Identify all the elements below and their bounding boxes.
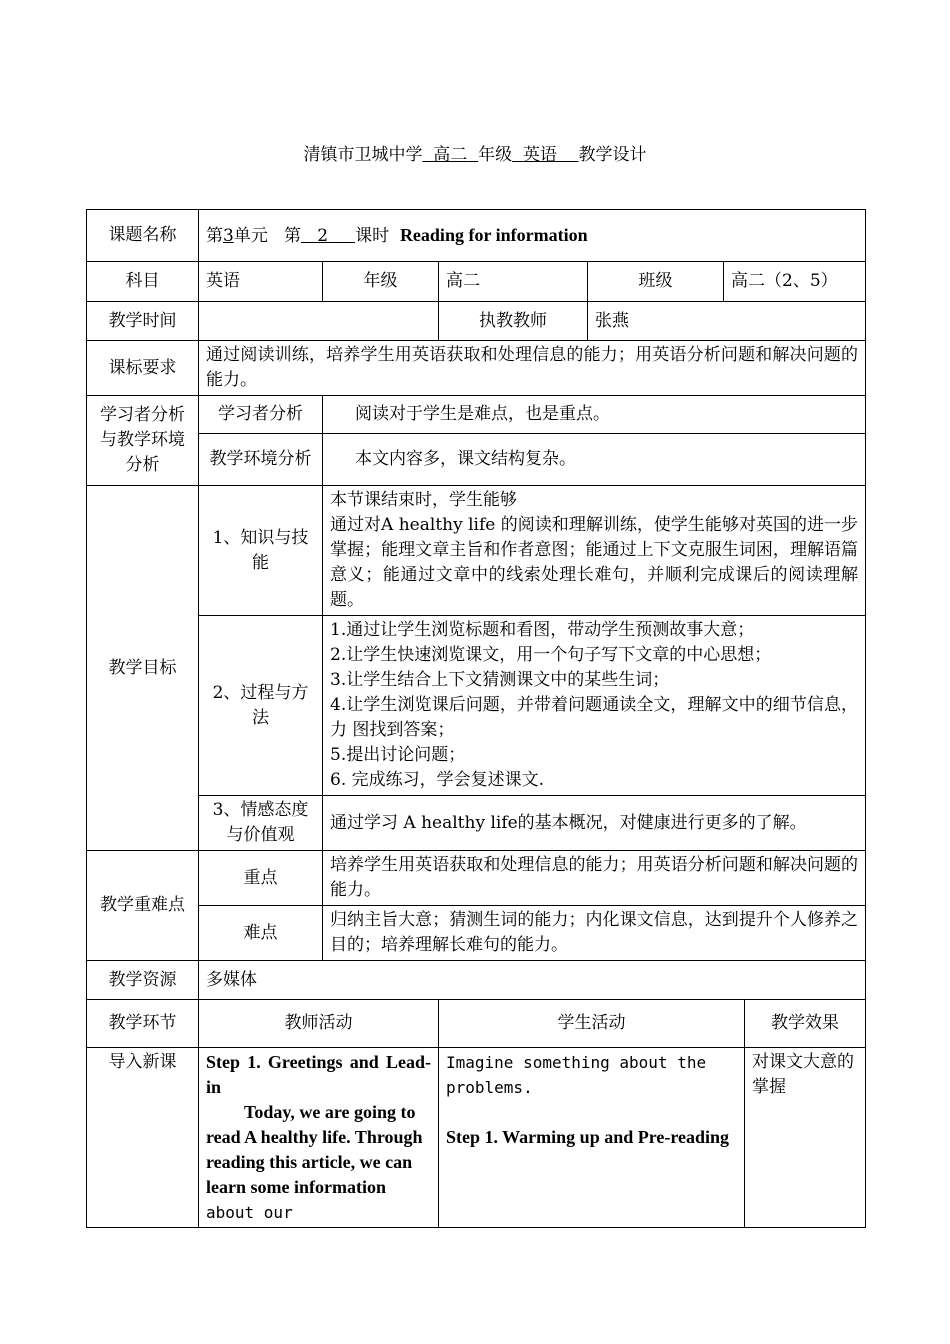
- topic-label: 课题名称: [87, 210, 199, 262]
- knowledge-text: [323, 486, 866, 616]
- row-process-intro: [87, 1048, 866, 1228]
- process-item: 5.提出讨论问题；: [330, 745, 466, 765]
- process-item: 3.让学生结合上下文猜测课文中的某些生词；: [330, 670, 670, 690]
- resource-label: 教学资源: [87, 961, 199, 1000]
- row-goal-attitude: [87, 796, 866, 851]
- grade-label-cell: 年级: [323, 262, 439, 302]
- row-env-analysis: [87, 434, 866, 486]
- row-goal-process: [87, 616, 866, 796]
- difficult-text: 归纳主旨大意；猜测生词的能力；内化课文信息，达到提升个人修养之目的；培养理解长难句的能力。: [323, 906, 866, 961]
- unit-number: 3: [223, 225, 234, 246]
- teacher-activity: [199, 1048, 439, 1228]
- document-title: [0, 143, 950, 167]
- grade-value-cell: 高二: [439, 262, 588, 302]
- row-topic: [87, 210, 866, 262]
- teacher-activity-header: 教师活动: [199, 1000, 439, 1048]
- learner-label: 学习者分析: [199, 396, 323, 434]
- env-label: 教学环境分析: [199, 434, 323, 486]
- time-value: [199, 302, 439, 341]
- learner-text: 阅读对于学生是难点，也是重点。: [323, 396, 866, 434]
- design-label: 教学设计: [578, 145, 647, 165]
- row-standard: [87, 341, 866, 396]
- standard-label: 课标要求: [87, 341, 199, 396]
- analysis-label: 学习者分析与教学环境分析: [87, 396, 199, 486]
- stage-header: 教学环节: [87, 1000, 199, 1048]
- attitude-text: 通过学习 A healthy life的基本概况，对健康进行更多的了解。: [323, 796, 866, 851]
- subject-value: 英语: [199, 262, 323, 302]
- process-label: 2、过程与方法: [199, 616, 323, 796]
- school-name: 清镇市卫城中学: [303, 145, 423, 165]
- lesson-title: Reading for information: [399, 224, 588, 245]
- row-process-header: [87, 1000, 866, 1048]
- teacher-step-heading: Step 1. Greetings and Lead-in: [206, 1052, 431, 1097]
- subject-label: 科目: [87, 262, 199, 302]
- stage-intro: 导入新课: [87, 1048, 199, 1228]
- env-text: 本文内容多，课文结构复杂。: [323, 434, 866, 486]
- row-key-point: [87, 851, 866, 906]
- student-step-heading: Step 1. Warming up and Pre-reading: [446, 1127, 730, 1147]
- process-item: 2.让学生快速浏览课文，用一个句子写下文章的中心思想；: [330, 645, 772, 665]
- student-text: Imagine something about the problems.: [446, 1053, 707, 1097]
- time-label: 教学时间: [87, 302, 199, 341]
- knowledge-intro: 本节课结束时，学生能够: [330, 490, 517, 510]
- teacher-label: 执教教师: [439, 302, 588, 341]
- key-difficult-label: 教学重难点: [87, 851, 199, 961]
- topic-value: 第3单元 第 2 课时 Reading for information: [199, 210, 866, 262]
- lesson-number: 2: [317, 225, 329, 246]
- key-text: 培养学生用英语获取和处理信息的能力；用英语分析问题和解决问题的能力。: [323, 851, 866, 906]
- teacher-step-text: Today, we are going to read A healthy life. Through reading this article, we can learn some information about our: [206, 1102, 423, 1222]
- process-list: [323, 616, 866, 796]
- row-goal-knowledge: [87, 486, 866, 616]
- row-time: [87, 302, 866, 341]
- class-value: 高二（2、5）: [724, 262, 866, 302]
- teacher-value: 张燕: [588, 302, 866, 341]
- difficult-label: 难点: [199, 906, 323, 961]
- effect-header: 教学效果: [745, 1000, 866, 1048]
- key-label: 重点: [199, 851, 323, 906]
- row-resource: [87, 961, 866, 1000]
- grade-value: 高二: [433, 145, 468, 165]
- grade-label: 年级: [478, 145, 513, 165]
- process-item: 4.让学生浏览课后问题，并带着问题通读全文，理解文中的细节信息，力 图找到答案；: [330, 695, 859, 740]
- class-label: 班级: [588, 262, 724, 302]
- student-activity-header: 学生活动: [439, 1000, 745, 1048]
- row-difficult-point: [87, 906, 866, 961]
- standard-text: 通过阅读训练，培养学生用英语获取和处理信息的能力；用英语分析问题和解决问题的能力。: [199, 341, 866, 396]
- lesson-plan-table: [86, 209, 866, 1228]
- knowledge-label: 1、知识与技能: [199, 486, 323, 616]
- student-activity: [439, 1048, 745, 1228]
- process-item: 6. 完成练习，学会复述课文.: [330, 770, 545, 790]
- row-learner-analysis: [87, 396, 866, 434]
- process-item: 1.通过让学生浏览标题和看图，带动学生预测故事大意；: [330, 620, 755, 640]
- row-subject: [87, 262, 866, 302]
- effect-text: 对课文大意的掌握: [745, 1048, 866, 1228]
- attitude-label: 3、情感态度与价值观: [199, 796, 323, 851]
- goals-label: 教学目标: [87, 486, 199, 851]
- resource-value: 多媒体: [199, 961, 866, 1000]
- subject-value: 英语: [522, 145, 557, 165]
- knowledge-body: 通过对A healthy life 的阅读和理解训练，使学生能够对英国的进一步掌握；能理文章主旨和作者意图；能通过上下文克服生词困，理解语篇意义；能通过文章中的线索处理长难句，并顺利完成课后的阅读理解题。: [330, 515, 859, 610]
